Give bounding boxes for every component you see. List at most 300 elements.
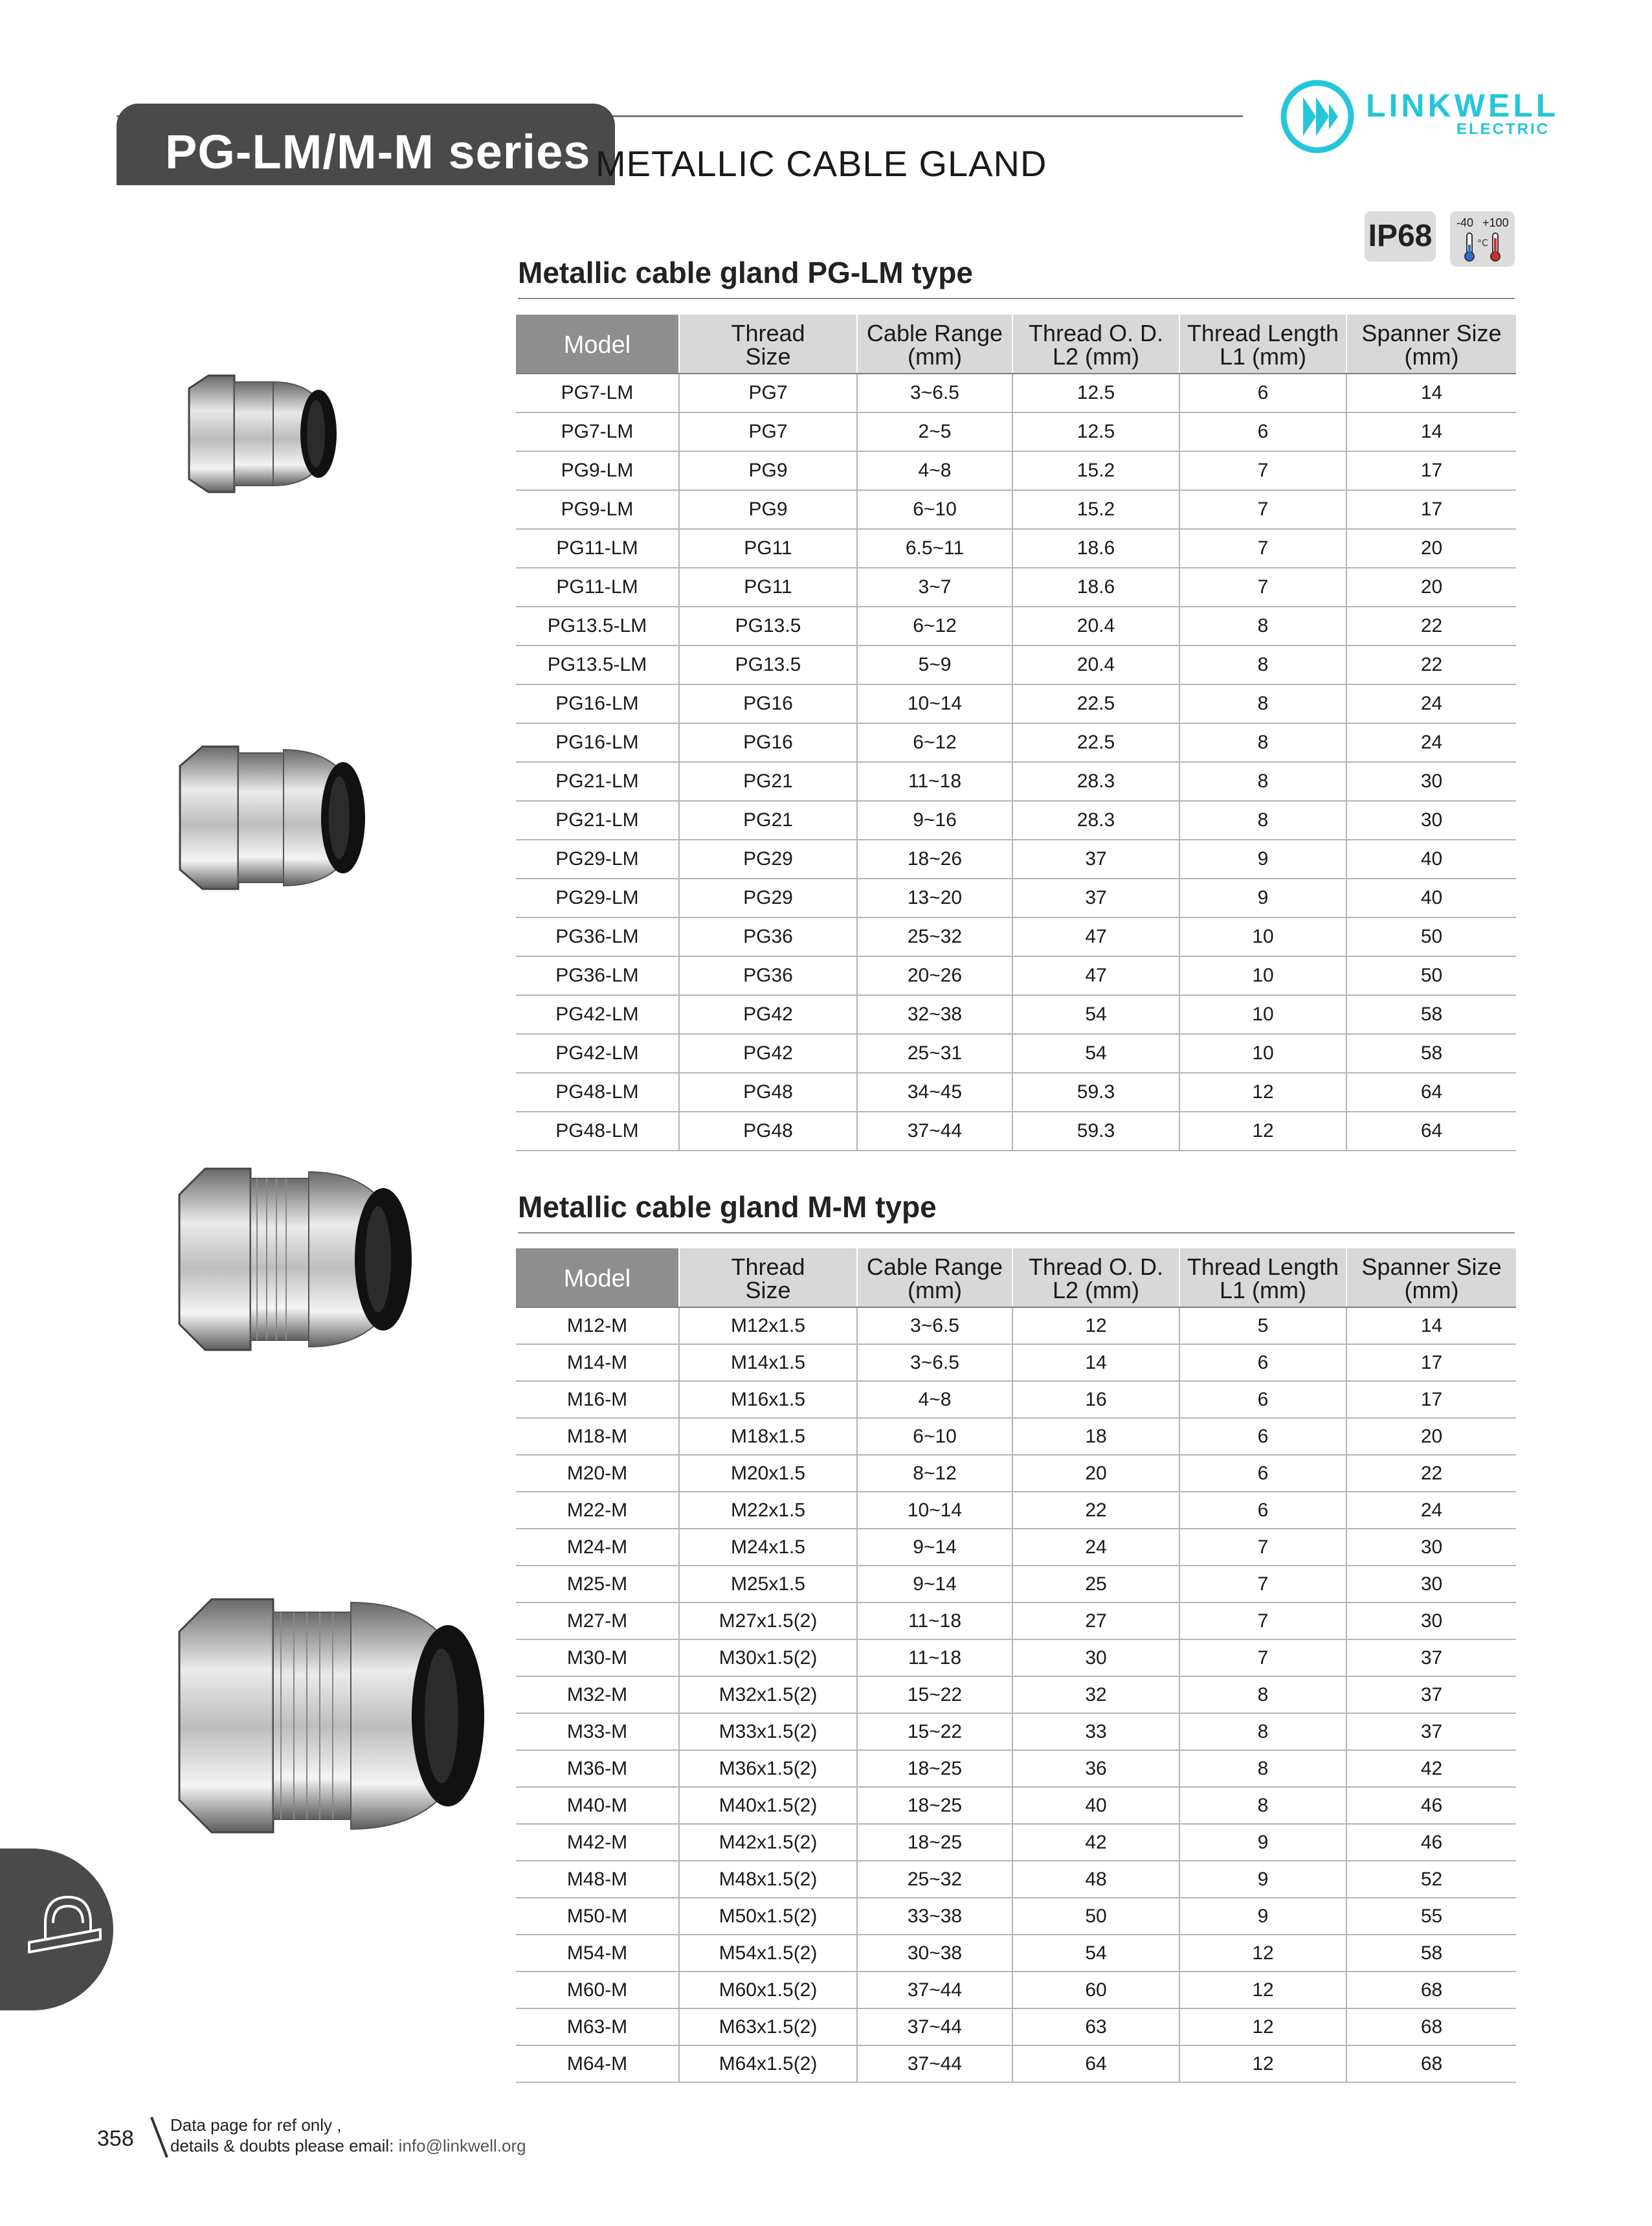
cell-cable-range: 4~8 [857, 451, 1012, 490]
table-row [516, 1344, 1516, 1381]
cell-thread-size: PG16 [679, 684, 857, 723]
cell-spanner-size: 58 [1346, 1034, 1516, 1073]
table-row [516, 1602, 1516, 1639]
cell-cable-range: 20~26 [857, 956, 1012, 995]
pg-spec-table [516, 315, 1516, 1151]
cell-model: PG11-LM [516, 529, 679, 568]
cell-thread-size: PG13.5 [679, 607, 857, 646]
cell-thread-length: 8 [1179, 1676, 1346, 1713]
table-header-row [516, 315, 1516, 374]
cell-thread-od: 32 [1012, 1676, 1179, 1713]
cell-thread-od: 40 [1012, 1787, 1179, 1824]
table-row [516, 956, 1516, 995]
cell-thread-size: M33x1.5(2) [679, 1713, 857, 1750]
cell-thread-od: 15.2 [1012, 451, 1179, 490]
footer-divider [148, 2115, 173, 2160]
cell-model: M63-M [516, 2008, 679, 2045]
cell-spanner-size: 50 [1346, 917, 1516, 956]
cell-thread-size: PG36 [679, 917, 857, 956]
table-row [516, 1073, 1516, 1112]
cable-gland-medium-icon [167, 730, 387, 905]
cell-cable-range: 9~16 [857, 801, 1012, 840]
table-row [516, 762, 1516, 801]
cell-cable-range: 6~10 [857, 1418, 1012, 1455]
cell-thread-size: PG16 [679, 723, 857, 762]
cell-cable-range: 37~44 [857, 1112, 1012, 1151]
cell-cable-range: 10~14 [857, 1492, 1012, 1529]
table-row [516, 2045, 1516, 2082]
cell-thread-length: 6 [1179, 1492, 1346, 1529]
cell-spanner-size: 30 [1346, 1566, 1516, 1602]
cell-thread-length: 12 [1179, 2045, 1346, 2082]
cell-thread-od: 28.3 [1012, 801, 1179, 840]
cell-spanner-size: 20 [1346, 529, 1516, 568]
cell-thread-length: 9 [1179, 1861, 1346, 1898]
col-spanner-size: Spanner Size (mm) [1346, 1248, 1516, 1307]
cell-cable-range: 6~10 [857, 490, 1012, 529]
cell-thread-size: PG9 [679, 451, 857, 490]
cell-cable-range: 15~22 [857, 1713, 1012, 1750]
cell-spanner-size: 46 [1346, 1787, 1516, 1824]
cell-model: M24-M [516, 1529, 679, 1566]
cell-thread-od: 47 [1012, 917, 1179, 956]
mm-section-rule [518, 1232, 1515, 1233]
cell-thread-size: PG29 [679, 879, 857, 917]
cell-thread-size: M40x1.5(2) [679, 1787, 857, 1824]
cell-thread-od: 37 [1012, 879, 1179, 917]
cell-spanner-size: 40 [1346, 840, 1516, 879]
cell-spanner-size: 55 [1346, 1898, 1516, 1935]
cell-model: M27-M [516, 1602, 679, 1639]
cell-model: PG11-LM [516, 568, 679, 607]
table-row [516, 646, 1516, 684]
cell-spanner-size: 22 [1346, 646, 1516, 684]
linkwell-logo-icon [1278, 78, 1356, 155]
cell-model: PG21-LM [516, 801, 679, 840]
cable-clip-icon [19, 1878, 110, 1975]
cell-model: PG9-LM [516, 451, 679, 490]
cell-thread-size: M16x1.5 [679, 1381, 857, 1418]
cell-cable-range: 30~38 [857, 1935, 1012, 1972]
cell-model: PG36-LM [516, 956, 679, 995]
cell-model: M36-M [516, 1750, 679, 1787]
cell-thread-length: 10 [1179, 995, 1346, 1034]
cell-cable-range: 33~38 [857, 1898, 1012, 1935]
cell-spanner-size: 17 [1346, 451, 1516, 490]
cell-model: PG29-LM [516, 879, 679, 917]
cell-thread-size: PG9 [679, 490, 857, 529]
email-link[interactable]: info@linkwell.org [398, 2136, 526, 2155]
cell-thread-size: M12x1.5 [679, 1307, 857, 1344]
cell-model: PG29-LM [516, 840, 679, 879]
cell-model: M16-M [516, 1381, 679, 1418]
cell-thread-length: 7 [1179, 451, 1346, 490]
cell-cable-range: 9~14 [857, 1566, 1012, 1602]
cell-thread-od: 54 [1012, 1935, 1179, 1972]
cell-model: PG48-LM [516, 1112, 679, 1151]
cell-thread-size: PG7 [679, 412, 857, 451]
cell-thread-length: 12 [1179, 1112, 1346, 1151]
cell-cable-range: 32~38 [857, 995, 1012, 1034]
pg-section-rule [518, 298, 1515, 299]
cell-spanner-size: 17 [1346, 1344, 1516, 1381]
cell-thread-length: 9 [1179, 840, 1346, 879]
cell-thread-length: 10 [1179, 1034, 1346, 1073]
cell-model: M60-M [516, 1972, 679, 2008]
cell-thread-length: 5 [1179, 1307, 1346, 1344]
cell-thread-length: 8 [1179, 684, 1346, 723]
cell-thread-length: 8 [1179, 646, 1346, 684]
cell-thread-size: M30x1.5(2) [679, 1639, 857, 1676]
ip-rating-badge: IP68 [1365, 211, 1436, 262]
cell-thread-od: 18 [1012, 1418, 1179, 1455]
cell-thread-length: 6 [1179, 1381, 1346, 1418]
cell-thread-size: M20x1.5 [679, 1455, 857, 1492]
cell-thread-od: 14 [1012, 1344, 1179, 1381]
cell-spanner-size: 46 [1346, 1824, 1516, 1861]
cell-thread-size: PG21 [679, 801, 857, 840]
cell-cable-range: 6~12 [857, 607, 1012, 646]
cell-spanner-size: 17 [1346, 490, 1516, 529]
cell-thread-od: 12.5 [1012, 374, 1179, 412]
table-row [516, 684, 1516, 723]
cell-thread-size: M36x1.5(2) [679, 1750, 857, 1787]
table-row [516, 1861, 1516, 1898]
cell-thread-od: 22.5 [1012, 684, 1179, 723]
cell-thread-length: 7 [1179, 490, 1346, 529]
cell-cable-range: 25~31 [857, 1034, 1012, 1073]
cell-thread-od: 37 [1012, 840, 1179, 879]
cell-spanner-size: 58 [1346, 995, 1516, 1034]
col-thread-length: Thread Length L1 (mm) [1179, 1248, 1346, 1307]
cell-thread-length: 7 [1179, 1529, 1346, 1566]
cell-thread-length: 7 [1179, 1602, 1346, 1639]
col-thread-od: Thread O. D. L2 (mm) [1012, 315, 1179, 374]
cell-thread-size: M27x1.5(2) [679, 1602, 857, 1639]
cell-spanner-size: 40 [1346, 879, 1516, 917]
cell-model: M22-M [516, 1492, 679, 1529]
cell-thread-length: 6 [1179, 1455, 1346, 1492]
cell-thread-od: 64 [1012, 2045, 1179, 2082]
cell-model: M12-M [516, 1307, 679, 1344]
cell-thread-od: 12 [1012, 1307, 1179, 1344]
table-row [516, 1713, 1516, 1750]
cell-thread-size: M54x1.5(2) [679, 1935, 857, 1972]
cell-thread-size: PG11 [679, 529, 857, 568]
table-row [516, 1492, 1516, 1529]
cell-thread-length: 7 [1179, 1639, 1346, 1676]
cell-cable-range: 3~7 [857, 568, 1012, 607]
cell-cable-range: 11~18 [857, 1639, 1012, 1676]
cell-model: PG7-LM [516, 412, 679, 451]
cell-thread-od: 47 [1012, 956, 1179, 995]
cell-thread-od: 60 [1012, 1972, 1179, 2008]
cell-cable-range: 37~44 [857, 2045, 1012, 2082]
table-row [516, 451, 1516, 490]
cell-spanner-size: 24 [1346, 1492, 1516, 1529]
cell-thread-size: M25x1.5 [679, 1566, 857, 1602]
cell-model: PG13.5-LM [516, 607, 679, 646]
cell-model: M30-M [516, 1639, 679, 1676]
footer-contact-label: details & doubts please email: [170, 2136, 394, 2155]
cell-model: PG48-LM [516, 1073, 679, 1112]
cell-thread-length: 7 [1179, 1566, 1346, 1602]
cell-thread-od: 20.4 [1012, 607, 1179, 646]
cell-spanner-size: 22 [1346, 607, 1516, 646]
cell-cable-range: 2~5 [857, 412, 1012, 451]
col-cable-range: Cable Range (mm) [857, 1248, 1012, 1307]
cell-model: PG21-LM [516, 762, 679, 801]
col-thread-size: Thread Size [679, 315, 857, 374]
table-row [516, 607, 1516, 646]
page-subtitle: METALLIC CABLE GLAND [596, 143, 1047, 184]
cell-spanner-size: 50 [1346, 956, 1516, 995]
cell-thread-size: PG29 [679, 840, 857, 879]
mm-section-title: Metallic cable gland M-M type [518, 1190, 937, 1224]
cell-model: PG42-LM [516, 1034, 679, 1073]
cell-thread-od: 24 [1012, 1529, 1179, 1566]
table-row [516, 1034, 1516, 1073]
cell-model: M14-M [516, 1344, 679, 1381]
brand-sub: ELECTRIC [1457, 120, 1550, 138]
cell-cable-range: 25~32 [857, 1861, 1012, 1898]
cell-model: M50-M [516, 1898, 679, 1935]
table-row [516, 1824, 1516, 1861]
cell-model: M42-M [516, 1824, 679, 1861]
cell-cable-range: 5~9 [857, 646, 1012, 684]
cell-thread-od: 30 [1012, 1639, 1179, 1676]
cell-thread-size: M24x1.5 [679, 1529, 857, 1566]
cell-thread-od: 59.3 [1012, 1073, 1179, 1112]
cell-model: M48-M [516, 1861, 679, 1898]
cell-model: M40-M [516, 1787, 679, 1824]
cable-gland-small-icon [170, 363, 357, 505]
cell-thread-od: 28.3 [1012, 762, 1179, 801]
table-row [516, 1676, 1516, 1713]
cell-spanner-size: 37 [1346, 1639, 1516, 1676]
cell-thread-size: M32x1.5(2) [679, 1676, 857, 1713]
cell-thread-od: 25 [1012, 1566, 1179, 1602]
series-title: PG-LM/M-M series [165, 125, 591, 179]
col-thread-od: Thread O. D. L2 (mm) [1012, 1248, 1179, 1307]
cell-cable-range: 3~6.5 [857, 374, 1012, 412]
cell-cable-range: 18~25 [857, 1750, 1012, 1787]
table-row [516, 374, 1516, 412]
table-row [516, 1307, 1516, 1344]
cell-model: PG16-LM [516, 723, 679, 762]
cell-thread-od: 27 [1012, 1602, 1179, 1639]
cell-cable-range: 6~12 [857, 723, 1012, 762]
cell-cable-range: 34~45 [857, 1073, 1012, 1112]
cell-thread-length: 7 [1179, 529, 1346, 568]
cell-thread-od: 22 [1012, 1492, 1179, 1529]
cell-thread-length: 8 [1179, 607, 1346, 646]
cell-cable-range: 13~20 [857, 879, 1012, 917]
cell-thread-length: 6 [1179, 412, 1346, 451]
table-row [516, 1898, 1516, 1935]
cell-spanner-size: 24 [1346, 723, 1516, 762]
cell-cable-range: 15~22 [857, 1676, 1012, 1713]
cell-spanner-size: 30 [1346, 1529, 1516, 1566]
cell-model: M25-M [516, 1566, 679, 1602]
cell-cable-range: 18~26 [857, 840, 1012, 879]
cell-spanner-size: 64 [1346, 1112, 1516, 1151]
cell-thread-length: 10 [1179, 956, 1346, 995]
cell-thread-size: M50x1.5(2) [679, 1898, 857, 1935]
cell-thread-size: PG42 [679, 995, 857, 1034]
col-model: Model [516, 315, 679, 374]
cell-thread-size: PG48 [679, 1112, 857, 1151]
brand-name: LINKWELL [1366, 87, 1559, 124]
table-row [516, 1418, 1516, 1455]
table-row [516, 723, 1516, 762]
cell-thread-length: 12 [1179, 1935, 1346, 1972]
cell-spanner-size: 37 [1346, 1713, 1516, 1750]
cell-spanner-size: 68 [1346, 2045, 1516, 2082]
cell-thread-size: M60x1.5(2) [679, 1972, 857, 2008]
cell-thread-od: 20.4 [1012, 646, 1179, 684]
cell-spanner-size: 30 [1346, 801, 1516, 840]
table-row [516, 1750, 1516, 1787]
table-row [516, 568, 1516, 607]
cell-thread-od: 54 [1012, 995, 1179, 1034]
cell-model: PG7-LM [516, 374, 679, 412]
cable-gland-large-icon [170, 1152, 429, 1366]
footer-contact [170, 2135, 526, 2156]
mm-spec-table [516, 1248, 1516, 2083]
cell-cable-range: 37~44 [857, 1972, 1012, 2008]
cell-thread-size: M48x1.5(2) [679, 1861, 857, 1898]
cell-thread-od: 22.5 [1012, 723, 1179, 762]
table-row [516, 801, 1516, 840]
table-row [516, 1639, 1516, 1676]
table-row [516, 1381, 1516, 1418]
cell-thread-od: 33 [1012, 1713, 1179, 1750]
cell-spanner-size: 14 [1346, 412, 1516, 451]
cell-model: M20-M [516, 1455, 679, 1492]
cell-thread-length: 12 [1179, 1972, 1346, 2008]
cell-thread-length: 8 [1179, 723, 1346, 762]
col-thread-length: Thread Length L1 (mm) [1179, 315, 1346, 374]
cell-spanner-size: 68 [1346, 2008, 1516, 2045]
cell-cable-range: 11~18 [857, 1602, 1012, 1639]
cell-thread-od: 12.5 [1012, 412, 1179, 451]
cell-spanner-size: 37 [1346, 1676, 1516, 1713]
cell-model: PG13.5-LM [516, 646, 679, 684]
cell-thread-od: 50 [1012, 1898, 1179, 1935]
col-thread-size: Thread Size [679, 1248, 857, 1307]
cell-thread-od: 20 [1012, 1455, 1179, 1492]
cell-spanner-size: 68 [1346, 1972, 1516, 2008]
cell-thread-length: 9 [1179, 879, 1346, 917]
cell-thread-size: M63x1.5(2) [679, 2008, 857, 2045]
table-row [516, 917, 1516, 956]
cell-spanner-size: 14 [1346, 1307, 1516, 1344]
table-row [516, 840, 1516, 879]
cell-cable-range: 6.5~11 [857, 529, 1012, 568]
cell-spanner-size: 30 [1346, 1602, 1516, 1639]
cell-spanner-size: 20 [1346, 1418, 1516, 1455]
table-row [516, 2008, 1516, 2045]
temp-high-label: +100 [1482, 216, 1509, 229]
cell-spanner-size: 22 [1346, 1455, 1516, 1492]
cell-thread-size: M22x1.5 [679, 1492, 857, 1529]
cell-model: PG9-LM [516, 490, 679, 529]
col-cable-range: Cable Range (mm) [857, 315, 1012, 374]
cell-thread-length: 8 [1179, 762, 1346, 801]
cell-thread-length: 6 [1179, 1344, 1346, 1381]
cell-thread-od: 59.3 [1012, 1112, 1179, 1151]
thermometer-icon [1462, 230, 1507, 263]
cell-spanner-size: 20 [1346, 568, 1516, 607]
cell-thread-size: M42x1.5(2) [679, 1824, 857, 1861]
table-row [516, 879, 1516, 917]
table-row [516, 1455, 1516, 1492]
cell-spanner-size: 24 [1346, 684, 1516, 723]
cell-thread-od: 36 [1012, 1750, 1179, 1787]
cell-cable-range: 8~12 [857, 1455, 1012, 1492]
table-row [516, 1787, 1516, 1824]
cell-thread-size: PG42 [679, 1034, 857, 1073]
table-row [516, 490, 1516, 529]
cell-thread-size: PG11 [679, 568, 857, 607]
cell-thread-size: M18x1.5 [679, 1418, 857, 1455]
cell-cable-range: 37~44 [857, 2008, 1012, 2045]
cell-thread-length: 10 [1179, 917, 1346, 956]
table-row [516, 995, 1516, 1034]
cell-thread-od: 48 [1012, 1861, 1179, 1898]
cell-thread-length: 9 [1179, 1898, 1346, 1935]
cell-cable-range: 3~6.5 [857, 1344, 1012, 1381]
cell-cable-range: 3~6.5 [857, 1307, 1012, 1344]
temp-low-label: -40 [1457, 216, 1474, 229]
table-row [516, 1112, 1516, 1151]
cell-model: M64-M [516, 2045, 679, 2082]
cell-thread-length: 12 [1179, 1073, 1346, 1112]
cell-thread-length: 6 [1179, 374, 1346, 412]
cell-model: M32-M [516, 1676, 679, 1713]
table-row [516, 412, 1516, 451]
col-spanner-size: Spanner Size (mm) [1346, 315, 1516, 374]
cell-thread-od: 16 [1012, 1381, 1179, 1418]
cell-cable-range: 10~14 [857, 684, 1012, 723]
cell-spanner-size: 17 [1346, 1381, 1516, 1418]
cell-thread-od: 42 [1012, 1824, 1179, 1861]
pg-section-title: Metallic cable gland PG-LM type [518, 256, 973, 289]
cell-spanner-size: 64 [1346, 1073, 1516, 1112]
cell-thread-length: 8 [1179, 801, 1346, 840]
cell-thread-size: PG48 [679, 1073, 857, 1112]
cell-thread-od: 15.2 [1012, 490, 1179, 529]
cell-spanner-size: 14 [1346, 374, 1516, 412]
cell-thread-od: 63 [1012, 2008, 1179, 2045]
table-row [516, 1972, 1516, 2008]
cell-thread-size: PG36 [679, 956, 857, 995]
cell-model: M33-M [516, 1713, 679, 1750]
cell-spanner-size: 52 [1346, 1861, 1516, 1898]
cell-thread-length: 8 [1179, 1713, 1346, 1750]
svg-text:°C: °C [1477, 238, 1488, 249]
cell-cable-range: 9~14 [857, 1529, 1012, 1566]
cell-thread-size: M14x1.5 [679, 1344, 857, 1381]
cell-thread-length: 7 [1179, 568, 1346, 607]
cell-thread-length: 9 [1179, 1824, 1346, 1861]
cell-spanner-size: 58 [1346, 1935, 1516, 1972]
cell-thread-od: 18.6 [1012, 568, 1179, 607]
cell-spanner-size: 30 [1346, 762, 1516, 801]
cell-thread-length: 6 [1179, 1418, 1346, 1455]
cell-cable-range: 4~8 [857, 1381, 1012, 1418]
